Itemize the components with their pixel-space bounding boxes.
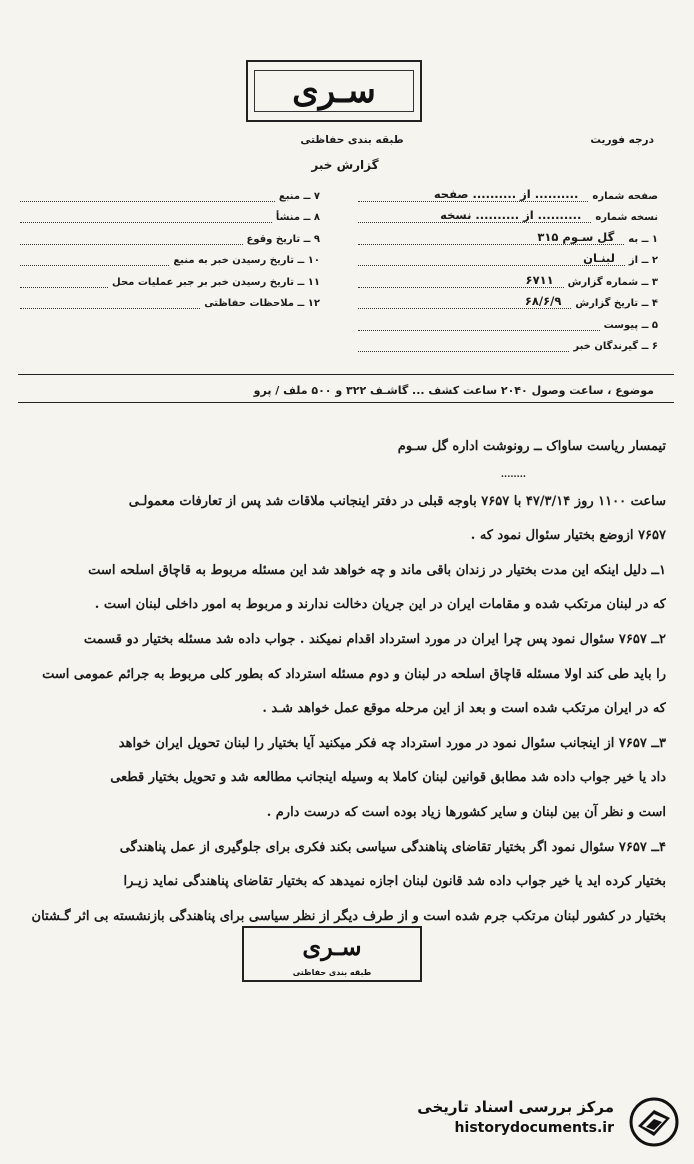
field-value (358, 316, 600, 331)
watermark-title: مرکز بررسی اسناد تاریخی (417, 1098, 614, 1116)
field-row (358, 309, 658, 331)
field-label: ۶ ــ گیرندگان خبر (573, 341, 658, 352)
field-label: ۱۱ ــ تاریخ رسیدن خبر بر جبر عملیات محل (112, 276, 320, 288)
subject-line: موضوع ، ساعت وصول ۲۰۴۰ ساعت کشف ... گاشـف ۳۲۲ و ۵۰۰ ملف / پرو (253, 384, 654, 397)
header-fields-right (358, 180, 658, 352)
body-line-note: ........ (500, 469, 526, 480)
field-row (20, 202, 320, 224)
book-logo-icon (624, 1096, 684, 1148)
field-label: ۳ ــ شماره گزارش (567, 276, 658, 288)
field-value: .......... از .......... نسخه (358, 208, 591, 223)
field-label: ۹ ــ تاریخ وقوع (246, 233, 320, 245)
watermark-text (417, 1098, 614, 1136)
field-value: گل سـوم ۳۱۵ (358, 230, 624, 245)
field-value (20, 187, 275, 202)
field-value: لبنـان (358, 251, 625, 266)
field-label: ۸ ــ منشأ (275, 212, 320, 223)
field-label: نسخه شماره (595, 212, 658, 223)
field-row (20, 223, 320, 245)
body-line: ساعت ۱۱۰۰ روز ۴۷/۳/۱۴ با ۷۶۵۷ باوجه قبلی در دفتر اینجانب ملاقات شد پس از تعارفات معمولـی (128, 493, 666, 509)
body-line: که در لبنان مرتکب شده و مقامات ایران در این جریان دخالت ندارند و مربوط به امور داخلی لبنان است . (94, 597, 666, 613)
field-row (358, 331, 658, 353)
body-line: ۳ــ ۷۶۵۷ از اینجانب سئوال نمود در مورد استرداد چه فکر میکنید آیا بختیار را لبنان تحویل ایران خواهد (118, 735, 666, 751)
field-label: ۵ ــ پیوست (603, 319, 658, 331)
field-value: ۶۸/۶/۹ (358, 294, 571, 309)
divider-rule (18, 374, 674, 375)
watermark (384, 1094, 684, 1150)
field-row (20, 266, 320, 288)
field-value (20, 251, 169, 266)
field-row (358, 245, 658, 267)
field-value: ۶۷۱۱ (358, 273, 564, 288)
field-label: ۱۲ ــ ملاحظات حفاظتی (204, 298, 320, 309)
field-row (358, 202, 658, 224)
field-label: ۱ ــ به (628, 233, 658, 245)
watermark-url: historydocuments.ir (454, 1120, 614, 1136)
urgency-label: درجه فوریت (590, 134, 654, 146)
field-label: ۷ ــ منبع (278, 190, 320, 202)
secret-stamp-bottom (242, 926, 422, 982)
body-line: بختیار کرده اید یا خیر جواب داده شد قانون لبنان اجازه نمیدهد که بختیار تقاضای پناهندگی نماید زیـرا (123, 874, 666, 890)
body-line: ۴ــ ۷۶۵۷ سئوال نمود اگر بختیار تقاضای پناهندگی سیاسی بکند فکری برای جلوگیری از عمل پناهندگی (119, 839, 666, 855)
field-value (358, 337, 569, 352)
field-value (20, 208, 272, 223)
body-line: ۷۶۵۷ ازوضع بختیار سئوال نمود که . (470, 528, 666, 544)
body-line: است و نظر آن بین لبنان و سایر کشورها زیاد بوده است که درست دارم . (266, 804, 666, 820)
body-line: را باید طی کند اولا مسئله قاچاق اسلحه در لبنان و دوم مسئله استرداد که بطور کلی مربوط به جرائم عمومی است (42, 666, 666, 682)
body-line: که در ایران مرتکب شده است و بعد از این مرحله موقع عمل خواهد شـد . (262, 701, 666, 717)
report-title: گزارش خبر (311, 158, 379, 172)
body-line: ۲ــ ۷۶۵۷ سئوال نمود پس چرا ایران در مورد استرداد اقدام نمیکند . جواب داده شد مسئله بختیار دو قسمت (83, 631, 666, 647)
classification-label: طبقه بندی حفاظتی (300, 134, 404, 146)
field-row (358, 180, 658, 202)
field-row (20, 288, 320, 310)
field-label: صفحه شماره (592, 190, 658, 202)
divider-rule (18, 402, 674, 403)
field-row (358, 288, 658, 310)
field-row (358, 223, 658, 245)
field-value (20, 230, 243, 245)
field-label: ۲ ــ از (628, 255, 658, 266)
field-value (20, 273, 108, 288)
field-row (20, 180, 320, 202)
field-value: .......... از .......... صفحه (358, 187, 588, 202)
field-row (358, 266, 658, 288)
secret-stamp-top: سـری (246, 60, 422, 122)
body-line: ۱ــ دلیل اینکه این مدت بختیار در زندان باقی ماند و چه خواهد شد این مسئله مربوط به قاچاق اسلحه است (88, 562, 666, 578)
body-line: بختیار در کشور لبنان مرتکب جرم شده است و از طرف دیگر از نظر سیاسی برای پناهندگی بازنشسته بی اثر گـشتان (31, 908, 666, 924)
field-label: ۱۰ ــ تاریخ رسیدن خبر به منبع (173, 255, 320, 266)
report-body (18, 430, 666, 934)
header-fields-left (20, 180, 320, 309)
stamp-bottom-subtitle: طبقه بندی حفاظتی (292, 968, 372, 977)
field-value (20, 294, 200, 309)
body-line: تیمسار ریاست ساواک ــ رونوشت اداره گل سـوم (397, 439, 666, 454)
field-label: ۴ ــ تاریخ گزارش (575, 298, 658, 309)
body-line: داد یا خیر جواب داده شد مطابق قوانین لبنان کاملا به وسیله اینجانب مطالعه شد و تحویل بختیار قطعی (110, 770, 666, 786)
stamp-bottom-text: سـری (302, 932, 362, 961)
field-row (20, 245, 320, 267)
